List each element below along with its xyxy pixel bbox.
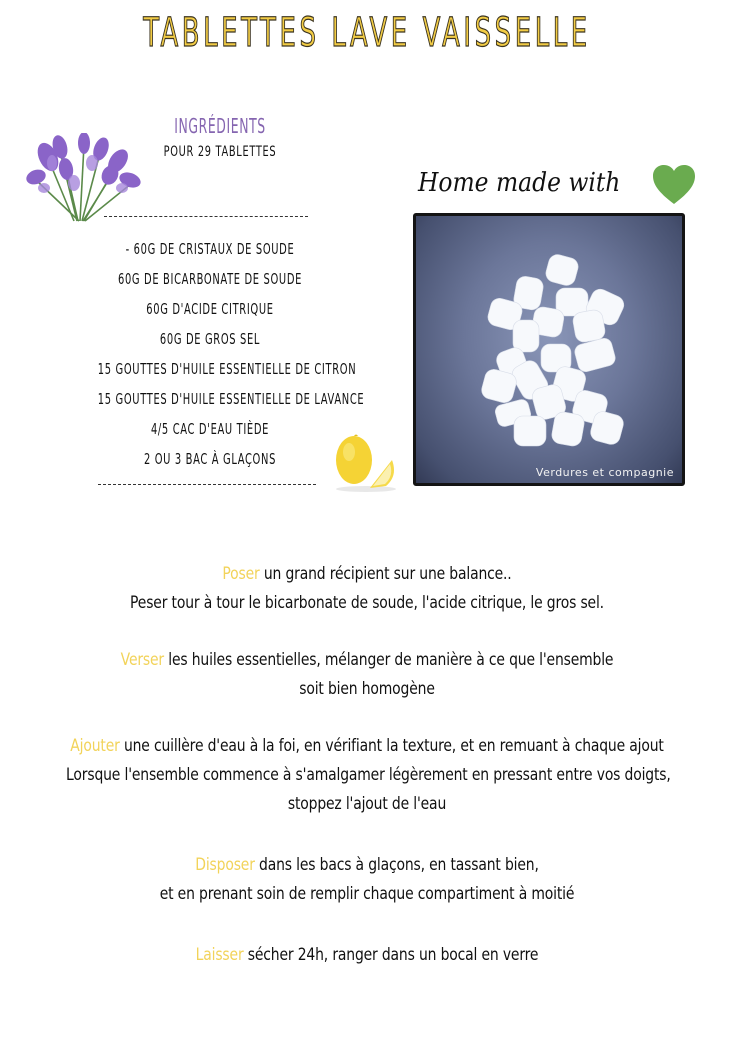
step-text: et en prenant soin de remplir chaque compartiment à moitié [159, 884, 575, 904]
ingredient-item: 15 GOUTTES D'HUILE ESSENTIELLE DE CITRON [97, 360, 357, 378]
step-text: une cuillère d'eau à la foi, en vérifiant la texture, et en remuant à chaque ajout [119, 736, 664, 756]
ingredient-item: 60G DE BICARBONATE DE SOUDE [117, 270, 303, 288]
photo-watermark: Verdures et compagnie [535, 466, 674, 479]
page-title: TABLETTES LAVE VAISSELLE [143, 10, 591, 56]
ingredients-list [40, 234, 380, 474]
step-line [66, 646, 668, 675]
homemade-text: Home made with [418, 168, 621, 198]
step-text: les huiles essentielles, mélanger de manière à ce que l'ensemble [164, 650, 614, 670]
tablets-photo [413, 213, 685, 486]
step-disposer [0, 851, 734, 909]
ingredient-item: 60G DE GROS SEL [159, 330, 261, 348]
step-verb: Verser [120, 650, 165, 670]
lavender-icon [22, 133, 147, 223]
ingredient-item: 2 OU 3 BAC À GLAÇONS [143, 450, 277, 468]
step-text: Peser tour à tour le bicarbonate de soude, l'acide citrique, le gros sel. [130, 593, 604, 613]
step-line [66, 941, 668, 970]
ingredient-item: 4/5 CAC D'EAU TIÈDE [150, 420, 270, 438]
homemade-with-love [418, 168, 643, 198]
step-line [66, 851, 668, 880]
step-verb: Laisser [195, 945, 244, 965]
instructions [0, 560, 734, 1001]
step-verb: Ajouter [70, 736, 120, 756]
ingredient-item: - 60G DE CRISTAUX DE SOUDE [125, 240, 295, 258]
ingredients-heading: INGRÉDIENTS [174, 114, 266, 138]
heart-icon [652, 164, 696, 206]
divider-bottom [98, 484, 316, 485]
step-text: sécher 24h, ranger dans un bocal en verre [243, 945, 539, 965]
step-text: Lorsque l'ensemble commence à s'amalgamer légèrement en pressant entre vos doigts, [66, 765, 671, 785]
step-verb: Poser [222, 564, 260, 584]
step-text: stoppez l'ajout de l'eau [287, 794, 447, 814]
step-line [66, 732, 668, 761]
ingredient-item: 15 GOUTTES D'HUILE ESSENTIELLE DE LAVANCE [97, 390, 365, 408]
tablets-image [416, 216, 682, 483]
step-laisser [0, 941, 734, 970]
step-poser [0, 560, 734, 618]
step-line [66, 560, 668, 589]
step-text: dans les bacs à glaçons, en tassant bien, [254, 855, 539, 875]
divider-top [104, 216, 308, 217]
step-ajouter [0, 732, 734, 819]
ingredient-item: 60G D'ACIDE CITRIQUE [146, 300, 274, 318]
step-verser [0, 646, 734, 704]
step-text: un grand récipient sur une balance.. [259, 564, 512, 584]
lemon-icon [330, 430, 400, 492]
ingredients-subheading: POUR 29 TABLETTES [163, 144, 277, 160]
step-verb: Disposer [195, 855, 255, 875]
step-text: soit bien homogène [299, 679, 435, 699]
